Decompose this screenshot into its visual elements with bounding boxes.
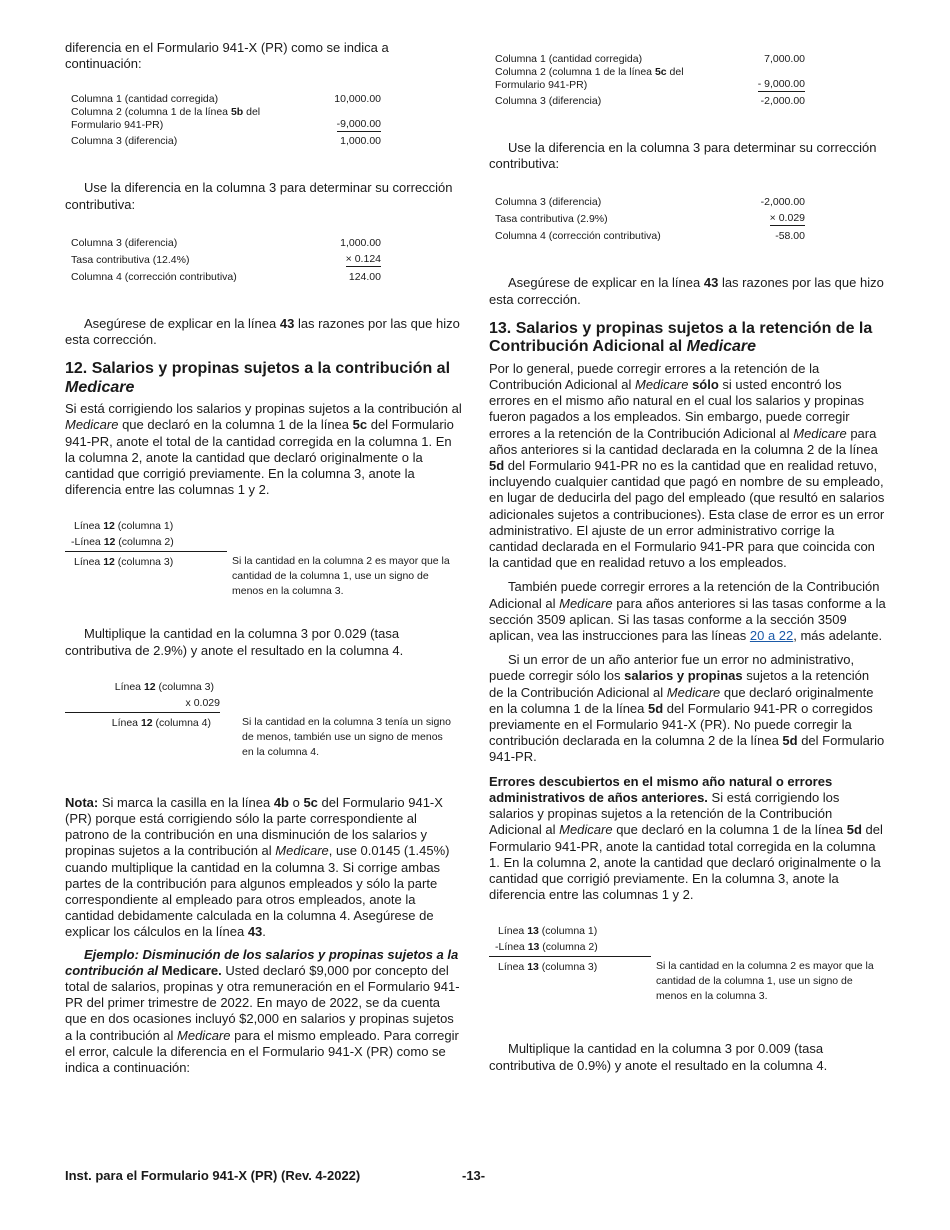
- footer-page-number: -13-: [462, 1168, 486, 1183]
- calc-value: 1,000.00: [340, 135, 381, 148]
- section-13-paragraph-2: También puede corregir errores a la retención de la Contribución Adicional al Medicare para años anteriores si las tasas conforme a la sección 3509 aplican. Si las tasas conforme a la sección 3509 aplican, vea las instrucciones para las líneas 20 a 22, más adelante.: [489, 579, 886, 644]
- right-use-diff: Use la diferencia en la columna 3 para determinar su corrección contributiva:: [489, 140, 877, 172]
- line-entry: -Línea 13 (columna 2): [489, 941, 651, 957]
- calc-label: Columna 3 (diferencia): [495, 196, 602, 209]
- calc-label: Columna 4 (corrección contributiva): [71, 270, 237, 283]
- line-entry: Línea 12 (columna 3): [74, 556, 174, 569]
- ejemplo-paragraph: Ejemplo: Disminución de los salarios y propinas sujetos a la contribución al Medicare. Usted declaró $9,000 por concepto del total de salarios, propinas y otra remuneración en el Formulario 941-PR del primer trimestre de 2022. En mayo de 2022, se da cuenta que en dos ocasiones incluyó $2,000 en salarios y propinas sujetos a la contribución al Medicare para el mismo empleado. Para corregir el error, calcule la diferencia en el Formulario 941-X (PR) como se indica a continuación:: [65, 946, 460, 1076]
- calc-label: Tasa contributiva (2.9%): [495, 213, 608, 226]
- right-column: [489, 50, 886, 1074]
- left-calc-table-1: [71, 90, 381, 148]
- calc-label: Columna 2 (columna 1 de la línea 5b del Formulario 941-PR): [71, 106, 261, 132]
- right-calc-table-2: [495, 192, 805, 243]
- left-calc-table-2: [71, 233, 381, 284]
- calc-label: Columna 3 (diferencia): [495, 95, 602, 107]
- section-12-multiply: Multiplique la cantidad en la columna 3 por 0.029 (tasa contributiva de 2.9%) y anote el resultado en la columna 4.: [65, 626, 404, 658]
- left-use-diff: Use la diferencia en la columna 3 para determinar su corrección contributiva:: [65, 180, 453, 212]
- calc-label: Columna 3 (diferencia): [71, 236, 178, 249]
- calc-value: -2,000.00: [760, 95, 805, 107]
- calc-value: - 9,000.00: [757, 78, 805, 90]
- lines-20-22-link[interactable]: 20 a 22: [749, 628, 794, 644]
- calc-label: Columna 2 (columna 1 de la línea 5c del Formulario 941-PR): [495, 66, 684, 91]
- calc-value: 124.00: [348, 270, 381, 283]
- section-12-title: 12. Salarios y propinas sujetos a la contribución al Medicare: [65, 360, 451, 396]
- line-entry: -Línea 12 (columna 2): [65, 536, 227, 552]
- calc-label: Tasa contributiva (12.4%): [71, 253, 190, 266]
- section-13-multiply: Multiplique la cantidad en la columna 3 por 0.009 (tasa contributiva de 0.9%) y anote el resultado en la columna 4.: [489, 1041, 828, 1073]
- line-entry: x 0.029: [65, 697, 220, 713]
- section-13-paragraph-3: Si un error de un año anterior fue un error no administrativo, puede corregir sólo los salarios y propinas sujetos a la retención de la Contribución Adicional al Medicare que declaró originalmente en la columna 1 de la línea 5d del Formulario 941-PR o corregidos previamente en el Formulario 941-X (PR). No puede corregir la contribución declarada en la columna 2 de la línea 5d del Formulario 941-PR.: [489, 652, 885, 765]
- line-entry: Línea 12 (columna 3): [114, 680, 214, 693]
- line-entry: Línea 13 (columna 1): [498, 925, 598, 938]
- calc-value: × 0.124: [345, 252, 381, 265]
- calc-value: 1,000.00: [340, 236, 381, 249]
- line-13-block: [489, 925, 886, 1017]
- calc-value: × 0.029: [769, 212, 805, 225]
- section-12-paragraph: Si está corrigiendo los salarios y propinas sujetos a la contribución al Medicare que declaró en la columna 1 de la línea 5c del Formulario 941-PR, anote el total de la cantidad corregida en la columna 1. En la columna 2, anote la cantidad que declaró originalmente o la cantidad que corrigió previamente. En la columna 3, anote la diferencia entre las columnas 1 y 2.: [65, 401, 462, 498]
- right-calc-table-1: [495, 50, 805, 108]
- left-column: [65, 40, 462, 1076]
- section-13-paragraph-4: Errores descubiertos en el mismo año natural o errores administrativos de años anteriores. Si está corrigiendo los salarios y propinas sujetos a la retención de la Contribución Adicional al Medicare que declaró en la columna 1 de la línea 5d del Formulario 941-PR, anote la cantidad total corregida en la columna 1. En la columna 2, anote la cantidad que declaró originalmente o la cantidad que corrigió previamente. En la columna 3, anote la diferencia entre las columnas 1 y 2.: [489, 773, 883, 903]
- line-entry: Línea 12 (columna 1): [74, 520, 174, 533]
- calc-value: 10,000.00: [334, 93, 381, 106]
- section-13-paragraph-1: Por lo general, puede corregir errores a la retención de la Contribución Adicional al Medicare sólo si usted encontró los errores en el mismo año natural en el cual los salarios y propinas fueron pagados a los empleados. Sin embargo, puede corregir errores a la retención de la Contribución Adicional al Medicare para años anteriores si la cantidad declarada en la columna 2 de la línea 5d del Formulario 941-PR no es la cantidad que en realidad retuvo, incluyendo cualquier cantidad que pagó en nombre de su empleado, en lugar de deducirla del pago del empleado (que resultó en salarios adicionales sujetos a contribuciones). Esta clase de error es un error administrativo. El ajuste de un error administrativo corrige la cantidad declarada en el Formulario 941-PR para que coincida con la cantidad que en realidad retuvo a los empleados.: [489, 360, 885, 571]
- line-12-block-2: [65, 681, 462, 781]
- left-explain: Asegúrese de explicar en la línea 43 las razones por las que hizo esta corrección.: [65, 315, 460, 348]
- left-intro: diferencia en el Formulario 941-X (PR) como se indica a continuación:: [65, 40, 389, 72]
- line-12-note-2: Si la cantidad en la columna 3 tenía un signo de menos, también use un signo de menos en la columna 4.: [242, 715, 451, 758]
- calc-value: 7,000.00: [764, 53, 805, 65]
- nota-paragraph: Nota: Si marca la casilla en la línea 4b o 5c del Formulario 941-X (PR) porque está corrigiendo sólo la parte correspondiente al patrono de la contribución en una disminución de los salarios y propinas sujetos a la contribución al Medicare, use 0.0145 (1.45%) cuando multiplique la cantidad en la columna 3. Si corrige ambas partes de la contribución para algunos empleados y sólo la parte correspondiente al empleado para otros empleados, anote la cantidad debidamente calculada en la columna 4. Asegúrese de explicar los cálculos en la línea 43.: [65, 794, 450, 940]
- line-13-note: Si la cantidad en la columna 2 es mayor que la cantidad de la columna 1, use un signo de menos en la columna 3.: [656, 960, 874, 1003]
- calc-value: -9,000.00: [336, 118, 381, 131]
- calc-value: -58.00: [775, 230, 805, 243]
- section-13-title: 13. Salarios y propinas sujetos a la retención de la Contribución Adicional al Medicare: [489, 319, 873, 356]
- line-entry: Línea 13 (columna 3): [498, 961, 598, 974]
- right-explain: Asegúrese de explicar en la línea 43 las razones por las que hizo esta corrección.: [489, 275, 884, 307]
- line-12-block-1: [65, 520, 462, 604]
- calc-label: Columna 1 (cantidad corregida): [495, 53, 643, 65]
- calc-label: Columna 3 (diferencia): [71, 135, 178, 148]
- footer-form-title: Inst. para el Formulario 941-X (PR) (Rev. 4-2022): [65, 1168, 361, 1183]
- calc-label: Columna 1 (cantidad corregida): [71, 93, 219, 106]
- line-12-note-1: Si la cantidad en la columna 2 es mayor que la cantidad de la columna 1, use un signo de menos en la columna 3.: [232, 555, 450, 598]
- calc-value: -2,000.00: [760, 196, 805, 209]
- line-entry: Línea 12 (columna 4): [111, 716, 211, 729]
- calc-label: Columna 4 (corrección contributiva): [495, 230, 661, 243]
